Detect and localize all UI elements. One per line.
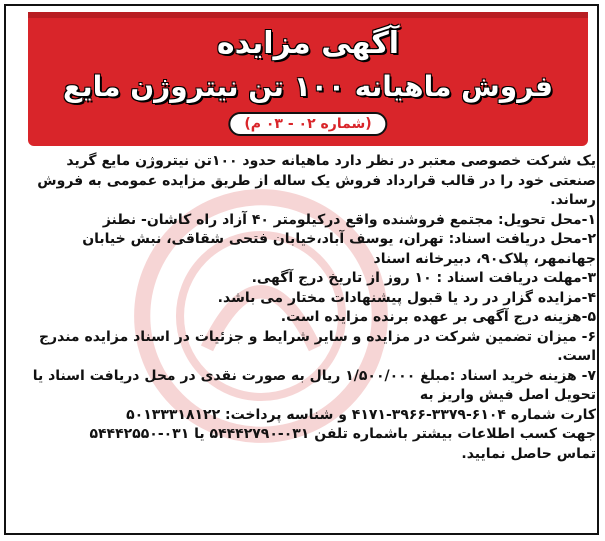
guarantee-clause: ۶- میزان تضمین شرکت در مزایده و سایر شرایط و جزئیات در اسناد مزایده مندرج است.	[38, 328, 596, 364]
header-top-bar	[28, 12, 588, 18]
delivery-location: ۱-محل تحویل: مجتمع فروشنده واقع درکیلومتر ۴۰ آزاد راه کاشان- نطنز	[102, 211, 596, 228]
intro-paragraph: یک شرکت خصوصی معتبر در نظر دارد ماهیانه حدود ۱۰۰تن نیتروژن مایع گرید صنعتی خود را در قالب قرارداد فروش یک ساله از طریق مزایده عمومی به فروش رساند.	[37, 153, 596, 208]
ad-title: آگهی مزایده	[216, 26, 400, 61]
ad-number-badge: (شماره ۰۲ - ۰۳ م)	[228, 112, 387, 136]
deadline: ۳-مهلت دریافت اسناد : ۱۰ روز از تاریخ درج آگهی.	[251, 270, 596, 286]
ad-cost-clause: ۵-هزینه درج آگهی بر عهده برنده مزایده است.	[280, 309, 596, 325]
contact-phones: جهت کسب اطلاعات بیشتر باشماره تلفن ۰۳۱-۵۴۴۴۲۷۹۰ یا ۰۳۱-۵۴۴۴۲۵۵۰	[89, 426, 596, 442]
documents-location: ۲-محل دریافت اسناد: تهران، یوسف آباد،خیابان فتحی شقاقی، نبش خیابان جهانمهر، پلاک۹۰، دبیرخانه اسناد	[82, 231, 596, 267]
document-fee: ۷- هزینه خرید اسناد :مبلغ ۱/۵۰۰/۰۰۰ ریال به صورت نقدی در محل دریافت اسناد یا تحویل اصل فیش واریز به	[32, 367, 596, 403]
advertisement-frame	[4, 4, 599, 535]
contact-closing: تماس حاصل نمایید.	[461, 445, 596, 462]
ad-subtitle: فروش ماهیانه ۱۰۰ تن نیتروژن مایع	[63, 70, 553, 103]
header-banner	[28, 12, 588, 146]
rejection-clause: ۴-مزایده گزار در رد یا قبول پیشنهادات مختار می باشد.	[217, 289, 596, 306]
ad-body	[20, 152, 596, 464]
payment-card: کارت شماره ۶۱۰۴-۳۳۷۹-۳۹۶۶-۴۱۷۱ و شناسه پرداخت: ۵۰۱۳۳۳۱۸۱۲۲	[126, 406, 596, 423]
